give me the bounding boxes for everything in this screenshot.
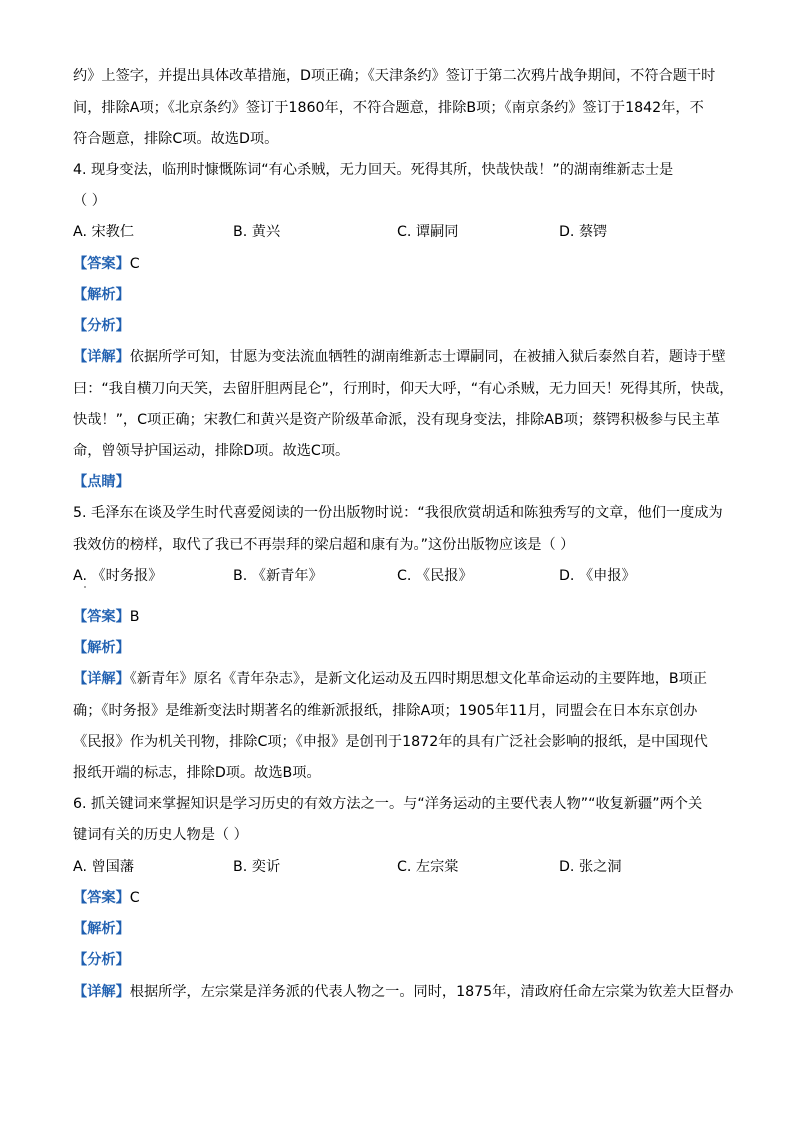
analysis-tag-row (73, 638, 130, 658)
jiexi-tag: 【解析】 (73, 921, 130, 937)
answer-value: C (129, 890, 140, 906)
option-a: A. 宋教仁 (73, 224, 135, 240)
question-5-stem: 5. 毛泽东在谈及学生时代喜爱阅读的一份出版物时说：“我很欣赏胡适和陈独秀写的文章，他们一度成为 (73, 505, 723, 521)
answer-tag: 【答案】 (73, 609, 130, 625)
analysis-tag-row (73, 919, 130, 939)
jiexi-tag: 【解析】 (73, 287, 130, 303)
detail-line: 快哉！”，C项正确；宋教仁和黄兴是资产阶级革命派，没有现身变法，排除AB项；蔡锷积极参与民主革 (73, 412, 720, 428)
text-line: 约》上签字，并提出具体改革措施，D项正确；《天津条约》签订于第二次鸦片战争期间，不符合题干时 (73, 68, 716, 84)
dianjing-tag-row (73, 472, 130, 492)
question-6-options (73, 857, 733, 877)
answer-tag: 【答案】 (73, 890, 130, 906)
fenxi-tag: 【分析】 (73, 952, 130, 968)
answer-value: B (129, 609, 140, 625)
answer-row (73, 888, 140, 908)
question-4-stem: 4. 现身变法，临刑时慷慨陈词“有心杀贼，无力回天。死得其所，快哉快哉！”的湖南维新志士是 (73, 162, 674, 178)
answer-row (73, 254, 140, 274)
option-c: C. 左宗棠 (397, 859, 459, 875)
detail-text: 依据所学可知，甘愿为变法流血牺牲的湖南维新志士谭嗣同，在被捕入狱后泰然自若，题诗于壁 (129, 349, 726, 365)
detail-line (73, 347, 726, 367)
option-c: C. 谭嗣同 (397, 224, 459, 240)
option-d: D. 张之洞 (559, 859, 622, 875)
text-line: 符合题意，排除C项。故选D项。 (73, 131, 279, 147)
question-6-stem: 键词有关的历史人物是（ ） (73, 827, 248, 843)
detail-line: 《民报》作为机关刊物，排除C项；《申报》是创刊于1872年的具有广泛社会影响的报纸，是中国现代 (73, 734, 708, 750)
question-4-options (73, 222, 733, 242)
detail-tag: 【详解】 (73, 349, 130, 365)
detail-line: 曰：“我自横刀向天笑，去留肝胆两昆仑”，行刑时，仰天大呼，“有心杀贼，无力回天！死得其所，快哉， (73, 381, 734, 397)
detail-line: 确；《时务报》是维新变法时期著名的维新派报纸，排除A项；1905年11月，同盟会在日本东京创办 (73, 703, 698, 719)
jiexi-tag: 【解析】 (73, 640, 130, 656)
option-b: B. 黄兴 (233, 224, 281, 240)
detail-tag: 【详解】 (73, 671, 130, 687)
detail-line (73, 669, 707, 689)
detail-line: 报纸开端的标志，排除D项。故选B项。 (73, 765, 321, 781)
answer-value: C (129, 256, 140, 272)
detail-line: 命，曾领导护国运动，排除D项。故选C项。 (73, 443, 350, 459)
fenxi-tag-row (73, 950, 130, 970)
question-5-options (73, 566, 733, 586)
option-a: A. 曾国藩 (73, 859, 135, 875)
question-4-blank: （ ） (73, 193, 106, 209)
text-line: 间，排除A项；《北京条约》签订于1860年，不符合题意，排除B项；《南京条约》签订于1842年，不 (73, 100, 704, 116)
option-c: C. 《民报》 (397, 568, 473, 584)
answer-tag: 【答案】 (73, 256, 130, 272)
detail-tag: 【详解】 (73, 984, 130, 1000)
detail-text: 《新青年》原名《青年杂志》，是新文化运动及五四时期思想文化革命运动的主要阵地，B项正 (129, 671, 707, 687)
answer-row (73, 607, 140, 627)
option-b: B. 《新青年》 (233, 568, 323, 584)
stray-dot (84, 586, 86, 588)
detail-line (73, 982, 733, 1002)
question-6-stem: 6. 抓关键词来掌握知识是学习历史的有效方法之一。与“洋务运动的主要代表人物”“收复新疆”两个关 (73, 796, 703, 812)
option-d: D. 《申报》 (559, 568, 636, 584)
analysis-tag-row (73, 285, 130, 305)
option-a: A. 《时务报》 (73, 568, 163, 584)
dianjing-tag: 【点睛】 (73, 474, 130, 490)
question-5-stem: 我效仿的榜样，取代了我已不再崇拜的梁启超和康有为。”这份出版物应该是（ ） (73, 537, 575, 553)
option-d: D. 蔡锷 (559, 224, 608, 240)
option-b: B. 奕䜣 (233, 859, 281, 875)
fenxi-tag-row (73, 316, 130, 336)
fenxi-tag: 【分析】 (73, 318, 130, 334)
detail-text: 根据所学，左宗棠是洋务派的代表人物之一。同时，1875年，清政府任命左宗棠为钦差大臣督办 (129, 984, 734, 1000)
